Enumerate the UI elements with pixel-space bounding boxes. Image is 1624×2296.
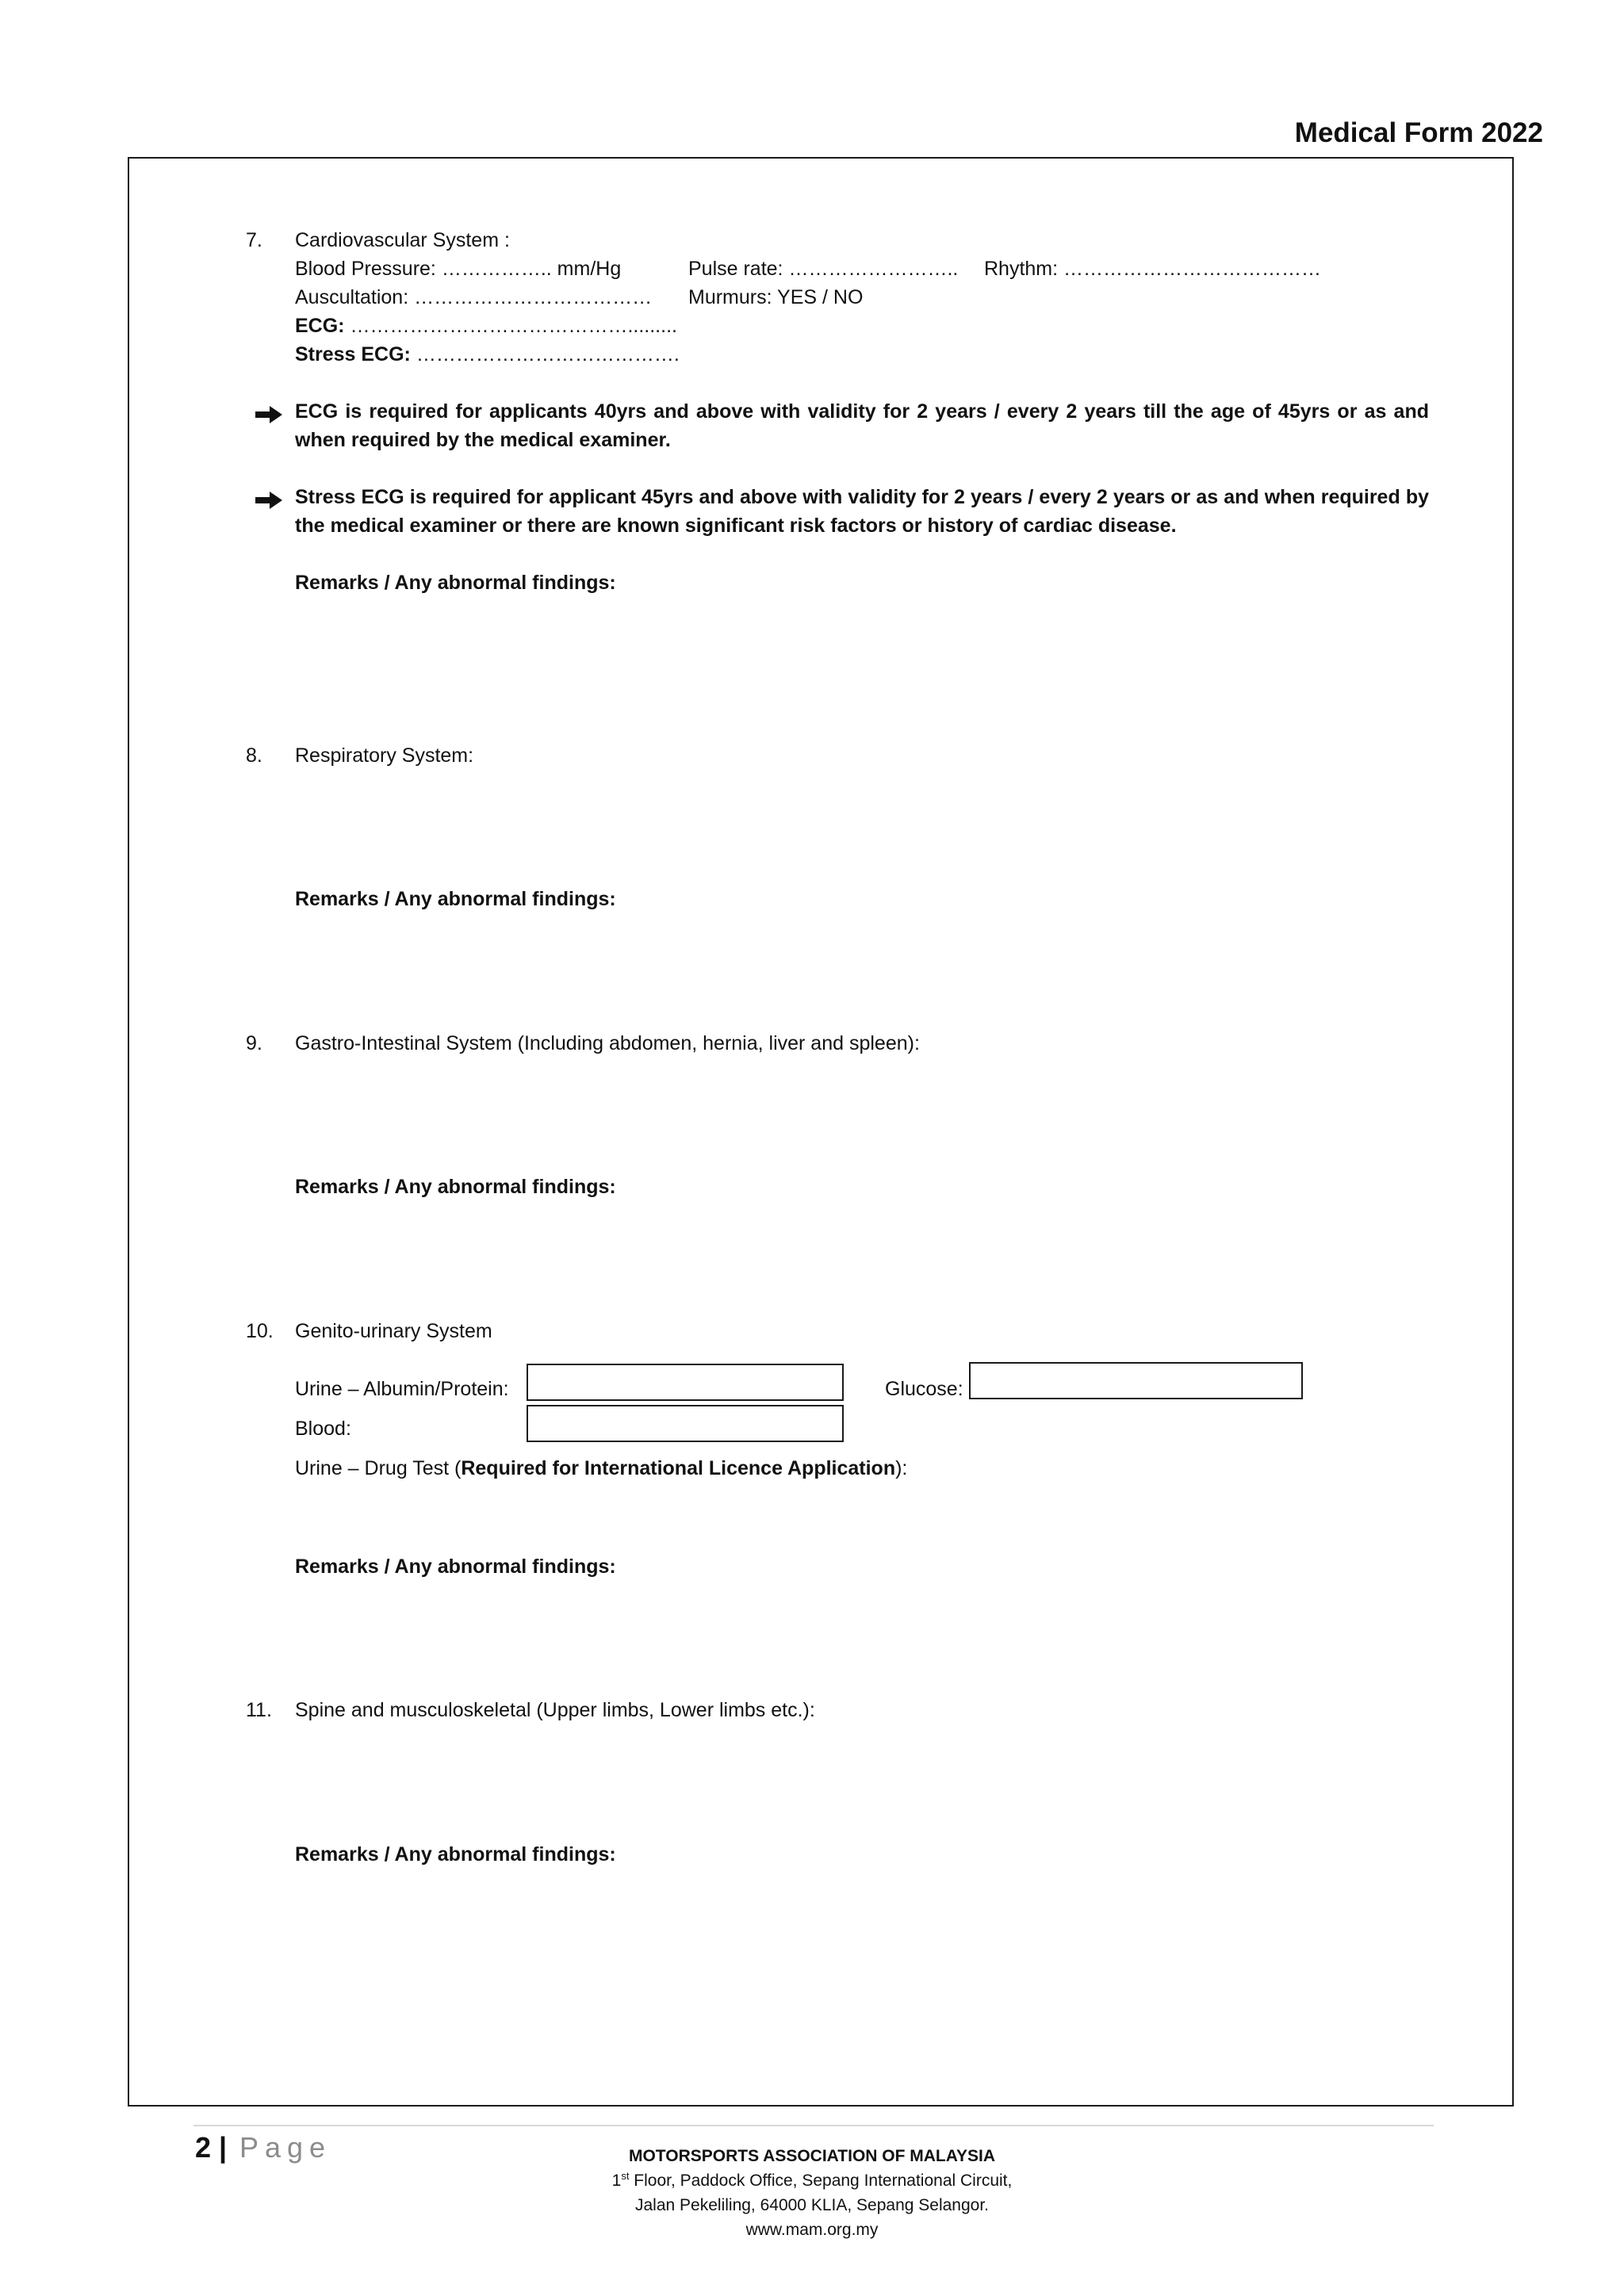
arrow-right-icon: [255, 406, 282, 423]
footer-divider: [193, 2125, 1434, 2126]
stress-ecg-requirement-note: Stress ECG is required for applicant 45yrs and above with validity for 2 years / every 2 years or as and when required by the medical examiner or there are known significant risk factors or history of cardiac disease.: [295, 486, 1429, 537]
ecg-dots: …………………………………….........: [350, 315, 677, 337]
page-number-value: 2: [195, 2131, 212, 2164]
glucose-input[interactable]: [969, 1362, 1303, 1399]
stress-ecg-dots: ………………………………….: [416, 343, 680, 365]
remarks-label: Remarks / Any abnormal findings:: [295, 1843, 616, 1866]
arrow-right-icon: [255, 492, 282, 509]
stress-ecg-field[interactable]: [295, 340, 680, 369]
glucose-label: Glucose:: [885, 1378, 963, 1400]
page-number: [195, 2130, 227, 2166]
urine-drug-test-label: [295, 1454, 907, 1483]
remarks-label: Remarks / Any abnormal findings:: [295, 888, 616, 910]
footer-address-line-1: [416, 2168, 1208, 2193]
section-title: Spine and musculoskeletal (Upper limbs, Lower limbs etc.):: [295, 1699, 815, 1721]
blood-pressure-dots: …………….. mm/Hg: [441, 258, 622, 280]
remarks-label: Remarks / Any abnormal findings:: [295, 1176, 616, 1198]
rhythm-dots: …………………………………: [1063, 258, 1322, 280]
section-number: 8.: [246, 744, 262, 767]
page-label: Page: [239, 2131, 332, 2164]
footer-address-line-2: Jalan Pekeliling, 64000 KLIA, Sepang Selangor.: [635, 2196, 989, 2214]
albumin-protein-input[interactable]: [527, 1364, 844, 1401]
blood-input[interactable]: [527, 1405, 844, 1442]
ecg-requirement-note: ECG is required for applicants 40yrs and above with validity for 2 years / every 2 years till the age of 45yrs or as and when required by the medical examiner.: [295, 400, 1429, 451]
page-number-separator: |: [219, 2131, 228, 2164]
pulse-rate-field[interactable]: [688, 254, 958, 283]
footer-website-link[interactable]: www.mam.org.my: [745, 2221, 879, 2239]
organization-name: MOTORSPORTS ASSOCIATION OF MALAYSIA: [628, 2147, 996, 2165]
blood-label: Blood:: [295, 1418, 351, 1440]
address-floor-number: 1: [611, 2172, 622, 2190]
section-title: Genito-urinary System: [295, 1320, 492, 1342]
auscultation-label: Auscultation:: [295, 286, 409, 308]
auscultation-field[interactable]: [295, 283, 652, 312]
section-title: Gastro-Intestinal System (Including abdomen, hernia, liver and spleen):: [295, 1032, 920, 1054]
drug-test-requirement: Required for International Licence Application: [461, 1457, 896, 1479]
pulse-rate-label: Pulse rate:: [688, 258, 783, 280]
rhythm-label: Rhythm:: [984, 258, 1059, 280]
section-number: 9.: [246, 1032, 262, 1054]
blood-pressure-field[interactable]: [295, 254, 621, 283]
section-number: 11.: [246, 1699, 272, 1721]
ecg-label: ECG:: [295, 315, 345, 337]
address-line-1-text: Floor, Paddock Office, Sepang International Circuit,: [629, 2172, 1013, 2190]
murmurs-field[interactable]: Murmurs: YES / NO: [688, 286, 864, 308]
ecg-field[interactable]: [295, 312, 677, 340]
remarks-label: Remarks / Any abnormal findings:: [295, 1556, 616, 1578]
section-number: 7.: [246, 229, 262, 251]
remarks-label: Remarks / Any abnormal findings:: [295, 572, 616, 594]
form-title: Medical Form 2022: [1294, 117, 1543, 148]
section-title: Cardiovascular System :: [295, 229, 510, 251]
section-title: Respiratory System:: [295, 744, 474, 767]
albumin-protein-label: Urine – Albumin/Protein:: [295, 1378, 509, 1400]
drug-test-prefix: Urine – Drug Test (: [295, 1457, 462, 1479]
footer-organization: [416, 2144, 1208, 2168]
address-floor-suffix: st: [621, 2170, 630, 2182]
stress-ecg-label: Stress ECG:: [295, 343, 411, 365]
pulse-rate-dots: ……………………..: [788, 258, 959, 280]
blood-pressure-label: Blood Pressure:: [295, 258, 436, 280]
section-number: 10.: [246, 1320, 274, 1342]
rhythm-field[interactable]: [984, 254, 1321, 283]
drug-test-suffix: ):: [895, 1457, 908, 1479]
auscultation-dots: ………………………………: [414, 286, 653, 308]
